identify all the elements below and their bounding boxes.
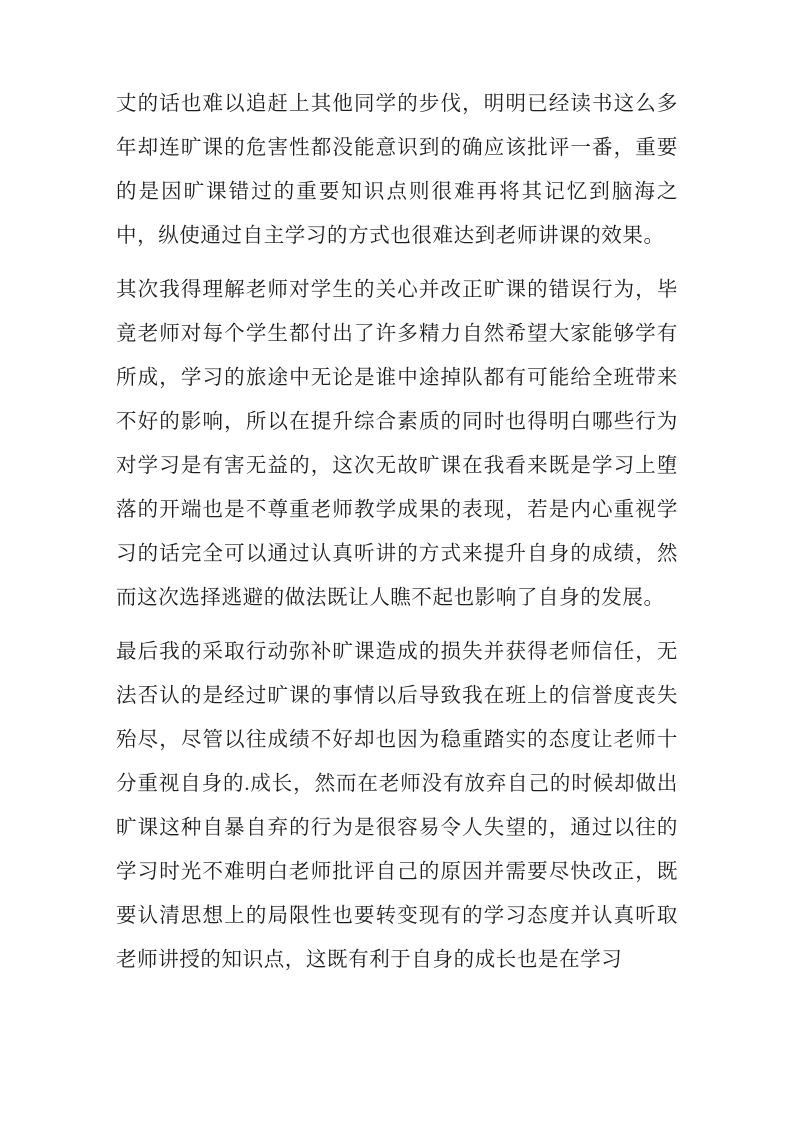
paragraph-1: 丈的话也难以追赶上其他同学的步伐，明明已经读书这么多年却连旷课的危害性都没能意识到的确应该批评一番，重要的是因旷课错过的重要知识点则很难再将其记忆到脑海之中，纵使通过自主学习的方式也很难达到老师讲课的效果。 xyxy=(116,93,678,247)
document-body xyxy=(116,82,678,982)
paragraph-2: 其次我得理解老师对学生的关心并改正旷课的错误行为，毕竟老师对每个学生都付出了许多精力自然希望大家能够学有所成，学习的旅途中无论是谁中途掉队都有可能给全班带来不好的影响，所以在提升综合素质的同时也得明白哪些行为对学习是有害无益的，这次无故旷课在我看来既是学习上堕落的开端也是不尊重老师教学成果的表现，若是内心重视学习的话完全可以通过认真听讲的方式来提升自身的成绩，然而这次选择逃避的做法既让人瞧不起也影响了自身的发展。 xyxy=(116,279,678,609)
paragraph-3: 最后我的采取行动弥补旷课造成的损失并获得老师信任，无法否认的是经过旷课的事情以后导致我在班上的信誉度丧失殆尽，尽管以往成绩不好却也因为稳重踏实的态度让老师十分重视自身的.成长，然而在老师没有放弃自己的时候却做出旷课这种自暴自弃的行为是很容易令人失望的，通过以往的学习时光不难明白老师批评自己的原因并需要尽快改正，既要认清思想上的局限性也要转变现有的学习态度并认真听取老师讲授的知识点，这既有利于自身的成长也是在学习 xyxy=(116,641,678,971)
